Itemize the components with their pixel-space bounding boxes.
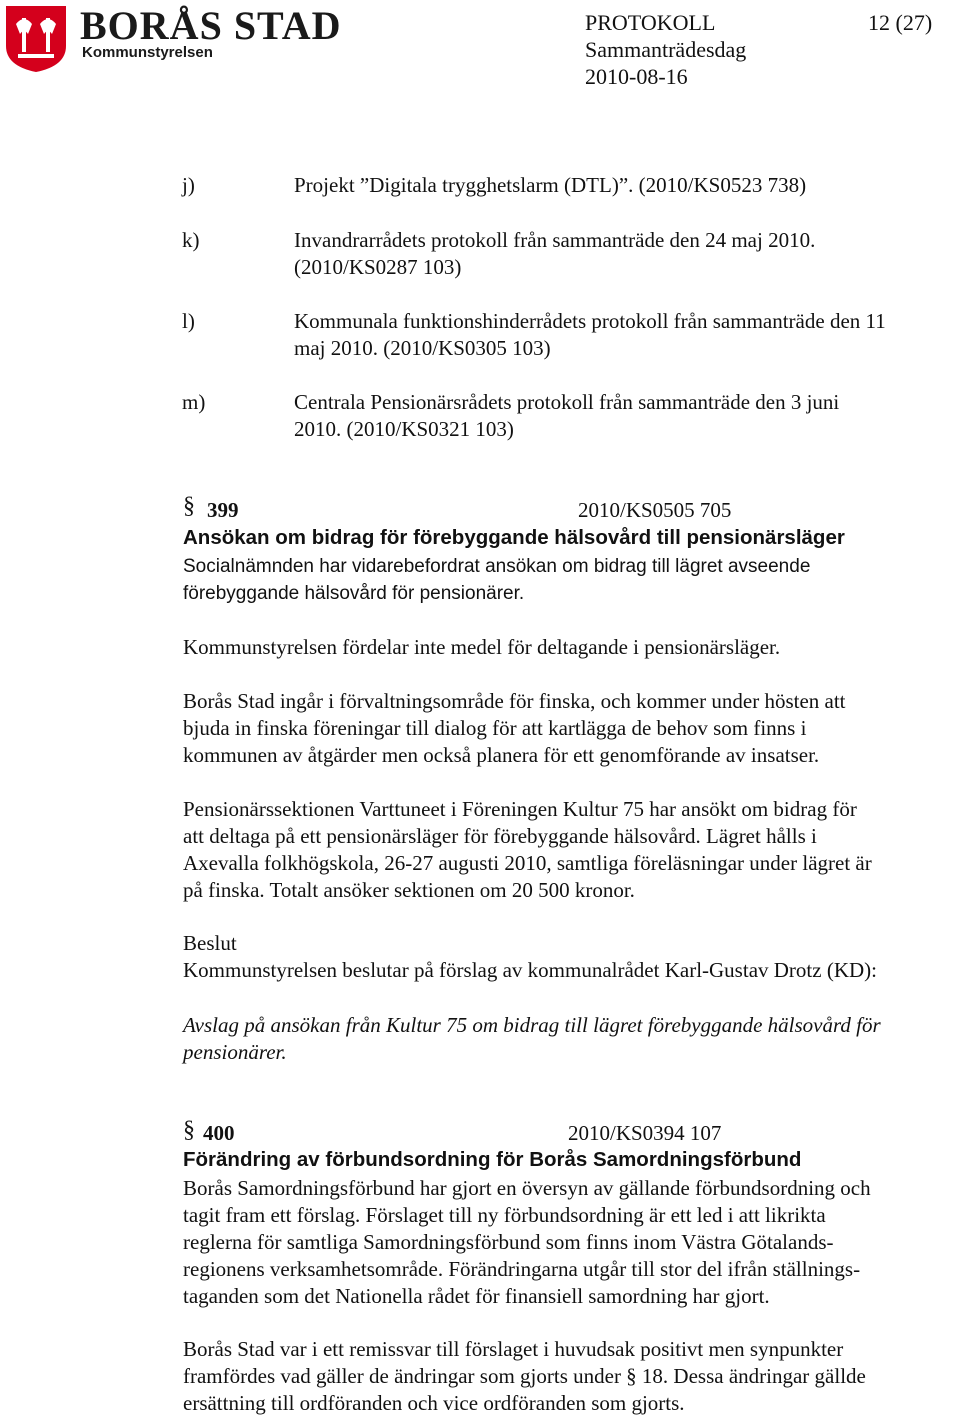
paragraph-line: Axevalla folkhögskola, 26-27 augusti 2010, samtliga föreläsningar under lägret är — [183, 851, 872, 875]
beslut-label: Beslut — [183, 931, 237, 955]
case-number: 2010/KS0394 107 — [568, 1121, 722, 1145]
paragraph — [183, 1175, 953, 1310]
paragraph-line: bjuda in finska föreningar till dialog för att kartlägga de behov som finns i — [183, 716, 807, 740]
page-number: 12 (27) — [868, 10, 933, 35]
beslut-intro: Kommunstyrelsen beslutar på förslag av kommunalrådet Karl-Gustav Drotz (KD): — [183, 958, 877, 982]
section-title: Ansökan om bidrag för förebyggande hälsovård till pensionärsläger — [183, 526, 845, 549]
paragraph-line: att deltaga på ett pensionärsläger för förebyggande hälsovård. Lägret hålls i — [183, 824, 817, 848]
section-sign: § — [183, 1117, 195, 1143]
paragraph-line: förebyggande hälsovård för pensionärer. — [183, 583, 525, 604]
section-title: Förändring av förbundsordning för Borås Samordningsförbund — [183, 1148, 802, 1171]
paragraph-line: pensionärer. — [183, 1040, 287, 1064]
case-number: 2010/KS0505 705 — [578, 498, 732, 522]
list-item-letter: l) — [182, 309, 195, 333]
section-sign: § — [183, 493, 195, 519]
list-item-text: maj 2010. (2010/KS0305 103) — [294, 336, 551, 360]
paragraph-line: Avslag på ansökan från Kultur 75 om bidrag till lägret förebyggande hälsovård för — [183, 1013, 881, 1037]
paragraph — [183, 634, 953, 661]
paragraph-line: tagit fram ett förslag. Förslaget till ny förbundsordning är ett led i att likrikta — [183, 1203, 826, 1227]
paragraph-line: Kommunstyrelsen fördelar inte medel för deltagande i pensionärsläger. — [183, 635, 781, 659]
list-item-text: 2010. (2010/KS0321 103) — [294, 417, 514, 441]
paragraph-line: taganden som det Nationella rådet för finansiell samordning har gjort. — [183, 1284, 770, 1308]
section-number: 399 — [207, 498, 239, 522]
list-item-text: Invandrarrådets protokoll från sammanträde den 24 maj 2010. — [294, 228, 816, 252]
paragraph — [183, 796, 953, 904]
paragraph-line: kommunen av åtgärder men också planera för ett genomförande av insatser. — [183, 743, 820, 767]
paragraph-line: Socialnämnden har vidarebefordrat ansökan om bidrag till lägret avseende — [183, 556, 811, 577]
beslut-decision — [183, 1012, 953, 1066]
org-name: BORÅS STAD — [80, 3, 342, 48]
coat-of-arms-logo — [4, 4, 68, 74]
meeting-date: 2010-08-16 — [585, 64, 688, 89]
paragraph — [183, 1336, 953, 1417]
paragraph-line: Borås Stad ingår i förvaltningsområde för finska, och kommer under hösten att — [183, 689, 846, 713]
meeting-label: Sammanträdesdag — [585, 37, 747, 62]
list-item-letter: j) — [182, 173, 195, 197]
paragraph-line: Borås Stad var i ett remissvar till förslaget i huvudsak positivt men synpunkter — [183, 1337, 844, 1361]
paragraph-line: ersättning till ordföranden och vice ordföranden som gjorts. — [183, 1391, 685, 1415]
paragraph — [183, 688, 953, 769]
list-item-letter: m) — [182, 390, 206, 414]
org-subtitle: Kommunstyrelsen — [82, 44, 213, 61]
list-item-text: Projekt ”Digitala trygghetslarm (DTL)”. (2010/KS0523 738) — [294, 173, 807, 197]
paragraph — [183, 553, 953, 607]
paragraph-line: på finska. Totalt ansöker sektionen om 20 500 kronor. — [183, 878, 635, 902]
paragraph-line: Pensionärssektionen Varttuneet i Föreningen Kultur 75 har ansökt om bidrag för — [183, 797, 857, 821]
paragraph-line: framfördes vad gäller de ändringar som gjorts under § 18. Dessa ändringar gällde — [183, 1364, 866, 1388]
list-item-letter: k) — [182, 228, 200, 252]
paragraph-line: Borås Samordningsförbund har gjort en översyn av gällande förbundsordning och — [183, 1176, 871, 1200]
paragraph-line: regionens verksamhetsområde. Förändringarna utgår till stor del ifrån ställnings- — [183, 1257, 861, 1281]
list-item-text: Centrala Pensionärsrådets protokoll från sammanträde den 3 juni — [294, 390, 840, 414]
paragraph-line: reglerna för samtliga Samordningsförbund som finns inom Västra Götalands- — [183, 1230, 834, 1254]
section-number: 400 — [203, 1121, 235, 1145]
list-item-text: (2010/KS0287 103) — [294, 255, 462, 279]
list-item-text: Kommunala funktionshinderrådets protokoll från sammanträde den 11 — [294, 309, 886, 333]
doc-type: PROTOKOLL — [585, 10, 716, 35]
